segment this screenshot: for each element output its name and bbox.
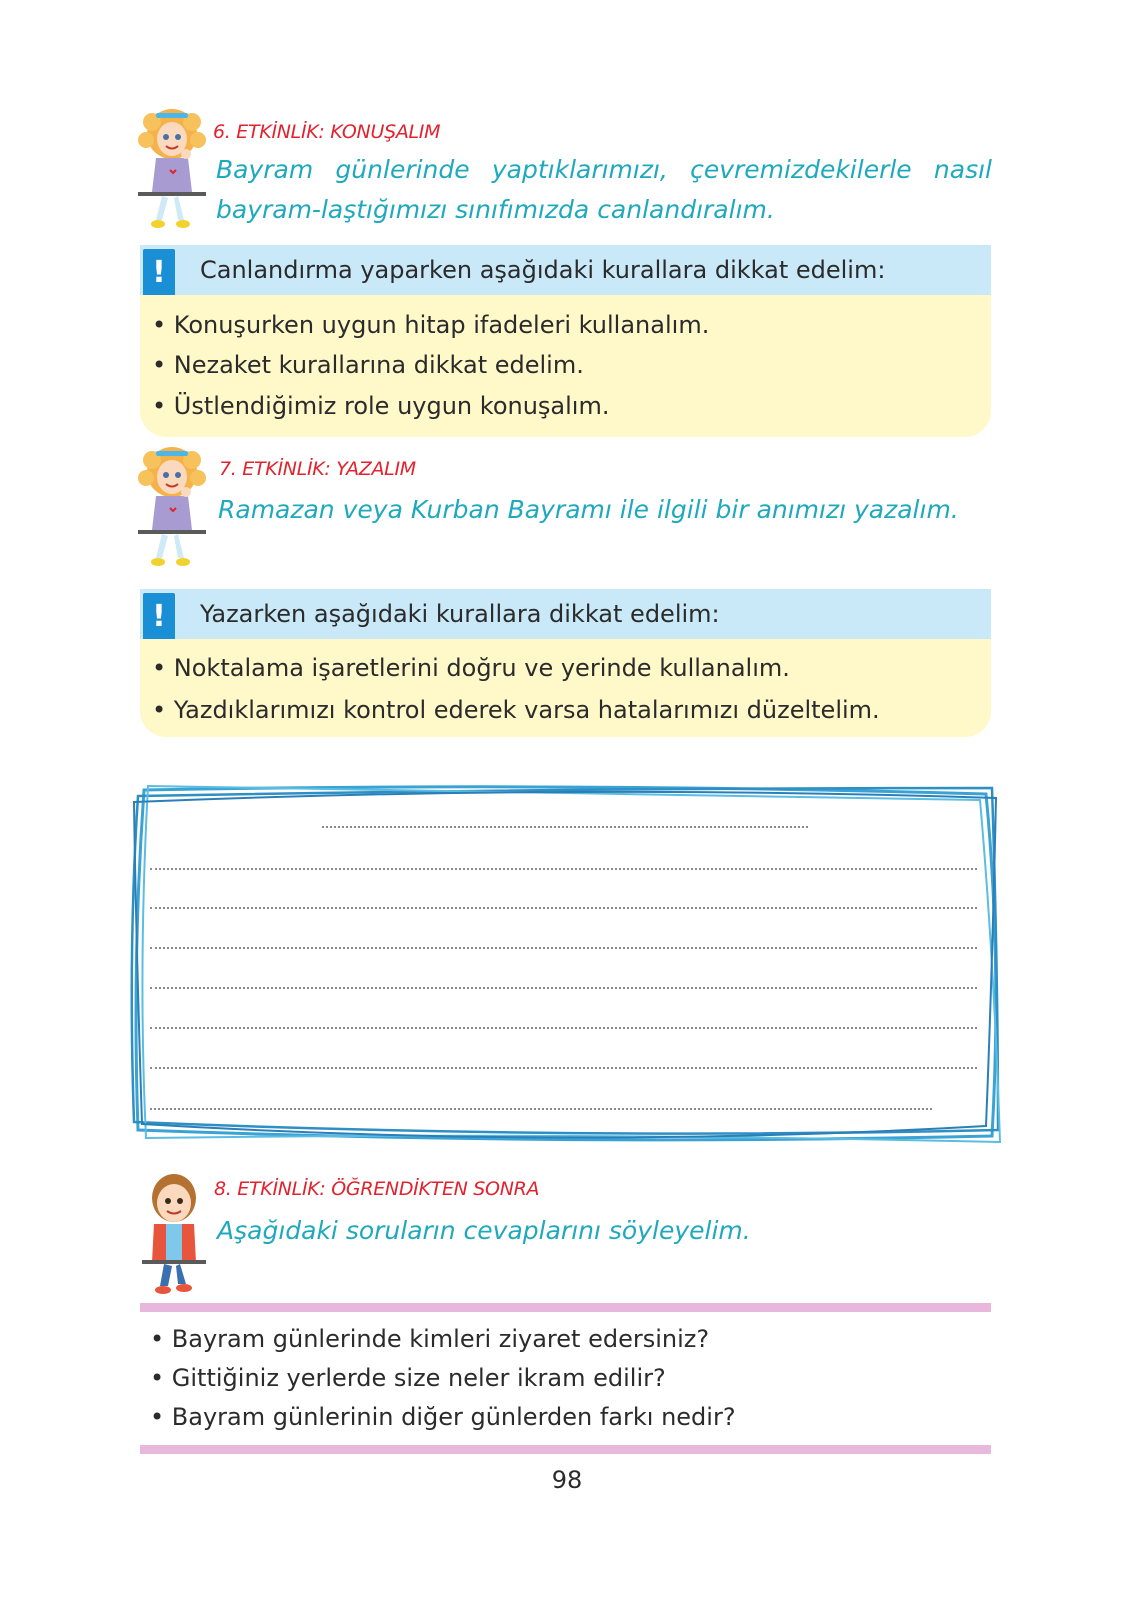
activity6-title: 6. ETKİNLİK: KONUŞALIM	[213, 121, 441, 143]
activity6-instruction: Bayram günlerinde yaptıklarımızı, çevremizdekilerle nasıl bayram-laştığımızı sınıfımızda canlandıralım.	[216, 155, 992, 224]
activity7-title: 7. ETKİNLİK: YAZALIM	[219, 458, 416, 480]
question-item: • Bayram günlerinin diğer günlerden farkı nedir?	[150, 1403, 736, 1431]
writing-line[interactable]	[150, 907, 977, 909]
pink-divider-top	[140, 1303, 991, 1312]
rules-heading-bar	[140, 245, 991, 295]
writing-line[interactable]	[150, 947, 977, 949]
activity7-rules-box	[140, 589, 991, 737]
writing-frame	[126, 780, 1006, 1152]
writing-line[interactable]	[150, 1108, 932, 1110]
question-item: • Bayram günlerinde kimleri ziyaret edersiniz?	[150, 1325, 710, 1353]
activity8-instruction: Aşağıdaki soruların cevaplarını söyleyelim.	[217, 1216, 751, 1245]
writing-line[interactable]	[150, 987, 977, 989]
writing-line[interactable]	[150, 868, 977, 870]
pink-divider-bottom	[140, 1445, 991, 1454]
activity6-rules-box	[140, 245, 991, 437]
rule-item: • Noktalama işaretlerini doğru ve yerinde kullanalım.	[152, 654, 790, 682]
boy-character-icon	[138, 1170, 210, 1298]
girl-character-icon	[134, 108, 210, 236]
activity7-instruction: Ramazan veya Kurban Bayramı ile ilgili bir anımızı yazalım.	[218, 495, 959, 524]
rules-heading-bar	[140, 589, 991, 639]
writing-line[interactable]	[150, 1027, 977, 1029]
activity8-title: 8. ETKİNLİK: ÖĞRENDİKTEN SONRA	[214, 1178, 540, 1200]
rule-item: • Nezaket kurallarına dikkat edelim.	[152, 351, 584, 379]
writing-line-title[interactable]	[322, 826, 808, 828]
rules-heading: Canlandırma yaparken aşağıdaki kurallara dikkat edelim:	[200, 256, 886, 284]
question-item: • Gittiğiniz yerlerde size neler ikram edilir?	[150, 1364, 666, 1392]
exclamation-icon: !	[143, 593, 175, 641]
rules-heading: Yazarken aşağıdaki kurallara dikkat edelim:	[200, 600, 720, 628]
rule-item: • Konuşurken uygun hitap ifadeleri kullanalım.	[152, 311, 710, 339]
rules-list	[140, 295, 991, 437]
girl-character-icon	[134, 446, 210, 574]
page-number: 98	[551, 1466, 583, 1494]
rules-list	[140, 639, 991, 737]
exclamation-icon: !	[143, 249, 175, 297]
rule-item: • Üstlendiğimiz role uygun konuşalım.	[152, 392, 610, 420]
writing-line[interactable]	[150, 1067, 977, 1069]
rule-item: • Yazdıklarımızı kontrol ederek varsa hatalarımızı düzeltelim.	[152, 696, 880, 724]
